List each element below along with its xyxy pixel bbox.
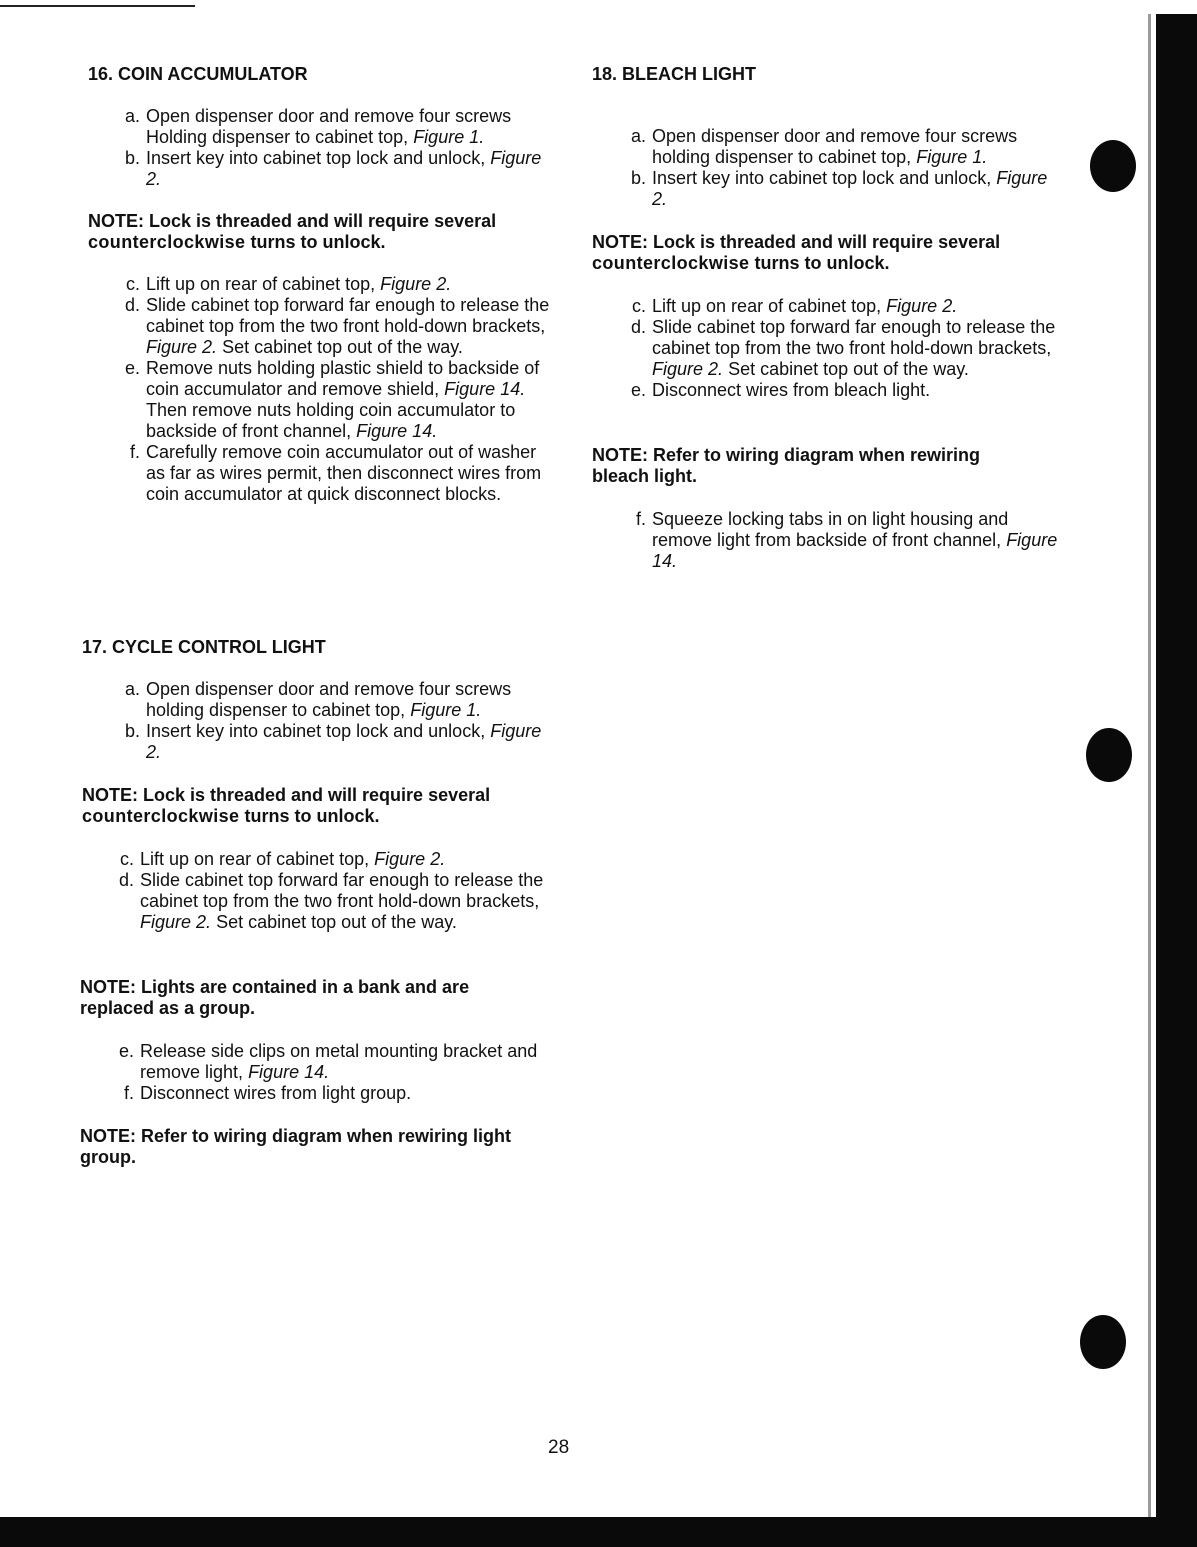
step-list bbox=[622, 509, 1062, 572]
step-text: Disconnect wires from bleach light. bbox=[652, 380, 931, 400]
step-text: Release side clips on metal mounting bracket and remove light, bbox=[140, 1041, 538, 1082]
note-lock-threaded bbox=[592, 232, 1042, 274]
step-text: Insert key into cabinet top lock and unlock, bbox=[652, 168, 992, 188]
note-text: NOTE: Lock is threaded and will require several bbox=[88, 211, 497, 231]
scan-right-border bbox=[1156, 14, 1197, 1547]
note-emphasis: counterclockwise bbox=[82, 806, 240, 826]
step-text: Slide cabinet top forward far enough to release the cabinet top from the two front hold-down brackets, bbox=[652, 317, 1056, 358]
note-wiring-diagram: NOTE: Refer to wiring diagram when rewiring bleach light. bbox=[592, 445, 981, 486]
figure-reference: Figure 2. bbox=[140, 912, 212, 932]
step-item bbox=[116, 148, 550, 190]
figure-reference: Figure 2. bbox=[146, 721, 542, 762]
step-letter: a. bbox=[630, 126, 646, 146]
step-text: Lift up on rear of cabinet top, bbox=[140, 849, 370, 869]
step-text: Insert key into cabinet top lock and unlock, bbox=[146, 148, 486, 168]
step-list bbox=[116, 106, 550, 190]
section-heading-coin-accumulator: 16. COIN ACCUMULATOR bbox=[88, 64, 308, 84]
figure-reference: Figure 2. bbox=[380, 274, 452, 294]
figure-reference: Figure 14. bbox=[356, 421, 438, 441]
step-item bbox=[116, 679, 550, 721]
step-letter: d. bbox=[118, 870, 134, 890]
step-item bbox=[110, 870, 550, 933]
step-letter: e. bbox=[118, 1041, 134, 1061]
step-list bbox=[622, 296, 1062, 401]
step-item bbox=[116, 274, 550, 295]
step-letter: d. bbox=[124, 295, 140, 315]
note-lights-bank: NOTE: Lights are contained in a bank and are replaced as a group. bbox=[80, 977, 470, 1018]
step-item bbox=[622, 509, 1062, 572]
step-text: Slide cabinet top forward far enough to release the cabinet top from the two front hold-down brackets, bbox=[140, 870, 544, 911]
note-wiring-diagram: NOTE: Refer to wiring diagram when rewiring light group. bbox=[80, 1126, 512, 1167]
scan-bottom-border bbox=[0, 1517, 1197, 1547]
note-emphasis: counterclockwise bbox=[592, 253, 750, 273]
figure-reference: Figure 14. bbox=[652, 530, 1058, 571]
step-letter: a. bbox=[124, 106, 140, 126]
step-text: Open dispenser door and remove four screws holding dispenser to cabinet top, bbox=[146, 679, 512, 720]
step-text: Disconnect wires from light group. bbox=[140, 1083, 412, 1103]
step-item bbox=[116, 442, 550, 505]
step-item bbox=[622, 296, 1062, 317]
step-text: Lift up on rear of cabinet top, bbox=[652, 296, 882, 316]
step-list bbox=[116, 679, 550, 763]
figure-reference: Figure 2. bbox=[146, 148, 542, 189]
step-letter: b. bbox=[124, 148, 140, 168]
figure-reference: Figure 2. bbox=[374, 849, 446, 869]
step-item bbox=[110, 1083, 550, 1104]
step-text: Then remove nuts holding coin accumulator to backside of front channel, bbox=[146, 400, 516, 441]
figure-reference: Figure 1. bbox=[413, 127, 485, 147]
step-text: Open dispenser door and remove four screws holding dispenser to cabinet top, bbox=[652, 126, 1018, 167]
step-text: Set cabinet top out of the way. bbox=[222, 337, 463, 357]
step-text: Remove nuts holding plastic shield to backside of coin accumulator and remove shield, bbox=[146, 358, 540, 399]
step-letter: e. bbox=[124, 358, 140, 378]
scan-edge-line bbox=[0, 5, 195, 7]
step-text: Insert key into cabinet top lock and unlock, bbox=[146, 721, 486, 741]
step-letter: b. bbox=[630, 168, 646, 188]
step-letter: c. bbox=[631, 296, 646, 316]
scan-margin-line bbox=[1148, 14, 1151, 1544]
step-letter: f. bbox=[635, 509, 646, 529]
step-text: Open dispenser door and remove four screws Holding dispenser to cabinet top, bbox=[146, 106, 512, 147]
note-text: turns to unlock. bbox=[244, 806, 380, 826]
step-item bbox=[110, 1041, 550, 1083]
step-letter: b. bbox=[124, 721, 140, 741]
step-list bbox=[110, 1041, 550, 1104]
step-letter: a. bbox=[124, 679, 140, 699]
note-lock-threaded bbox=[88, 211, 538, 253]
step-item bbox=[622, 380, 1062, 401]
step-text: Set cabinet top out of the way. bbox=[216, 912, 457, 932]
step-item bbox=[116, 358, 550, 442]
punch-hole bbox=[1090, 140, 1136, 192]
step-list bbox=[622, 126, 1062, 210]
step-text: Slide cabinet top forward far enough to release the cabinet top from the two front hold-down brackets, bbox=[146, 295, 550, 336]
note-emphasis: counterclockwise bbox=[88, 232, 246, 252]
step-text: Set cabinet top out of the way. bbox=[728, 359, 969, 379]
section-heading-bleach-light: 18. BLEACH LIGHT bbox=[592, 64, 757, 84]
figure-reference: Figure 2. bbox=[886, 296, 958, 316]
figure-reference: Figure 1. bbox=[916, 147, 988, 167]
section-heading-cycle-control-light: 17. CYCLE CONTROL LIGHT bbox=[82, 637, 326, 657]
step-item bbox=[622, 168, 1062, 210]
step-item bbox=[116, 721, 550, 763]
note-text: NOTE: Lock is threaded and will require several bbox=[592, 232, 1001, 252]
step-item bbox=[116, 295, 550, 358]
note-lock-threaded bbox=[82, 785, 532, 827]
step-letter: c. bbox=[119, 849, 134, 869]
figure-reference: Figure 2. bbox=[146, 337, 218, 357]
step-list bbox=[110, 849, 550, 933]
step-text: Lift up on rear of cabinet top, bbox=[146, 274, 376, 294]
step-letter: d. bbox=[630, 317, 646, 337]
step-item bbox=[110, 849, 550, 870]
step-letter: e. bbox=[630, 380, 646, 400]
note-text: turns to unlock. bbox=[250, 232, 386, 252]
step-letter: f. bbox=[123, 1083, 134, 1103]
step-item bbox=[622, 126, 1062, 168]
step-text: Carefully remove coin accumulator out of washer as far as wires permit, then disconnect wires from coin accumulator at quick disconnect blocks. bbox=[146, 442, 542, 504]
step-letter: f. bbox=[129, 442, 140, 462]
figure-reference: Figure 1. bbox=[410, 700, 482, 720]
figure-reference: Figure 2. bbox=[652, 168, 1048, 209]
page-number: 28 bbox=[548, 1437, 570, 1458]
step-letter: c. bbox=[125, 274, 140, 294]
step-item bbox=[116, 106, 550, 148]
figure-reference: Figure 14. bbox=[444, 379, 526, 399]
punch-hole bbox=[1080, 1315, 1126, 1369]
step-text: Squeeze locking tabs in on light housing and remove light from backside of front channel, bbox=[652, 509, 1009, 550]
punch-hole bbox=[1086, 728, 1132, 782]
step-list bbox=[116, 274, 550, 505]
note-text: turns to unlock. bbox=[754, 253, 890, 273]
figure-reference: Figure 2. bbox=[652, 359, 724, 379]
step-item bbox=[622, 317, 1062, 380]
figure-reference: Figure 14. bbox=[248, 1062, 330, 1082]
note-text: NOTE: Lock is threaded and will require several bbox=[82, 785, 491, 805]
